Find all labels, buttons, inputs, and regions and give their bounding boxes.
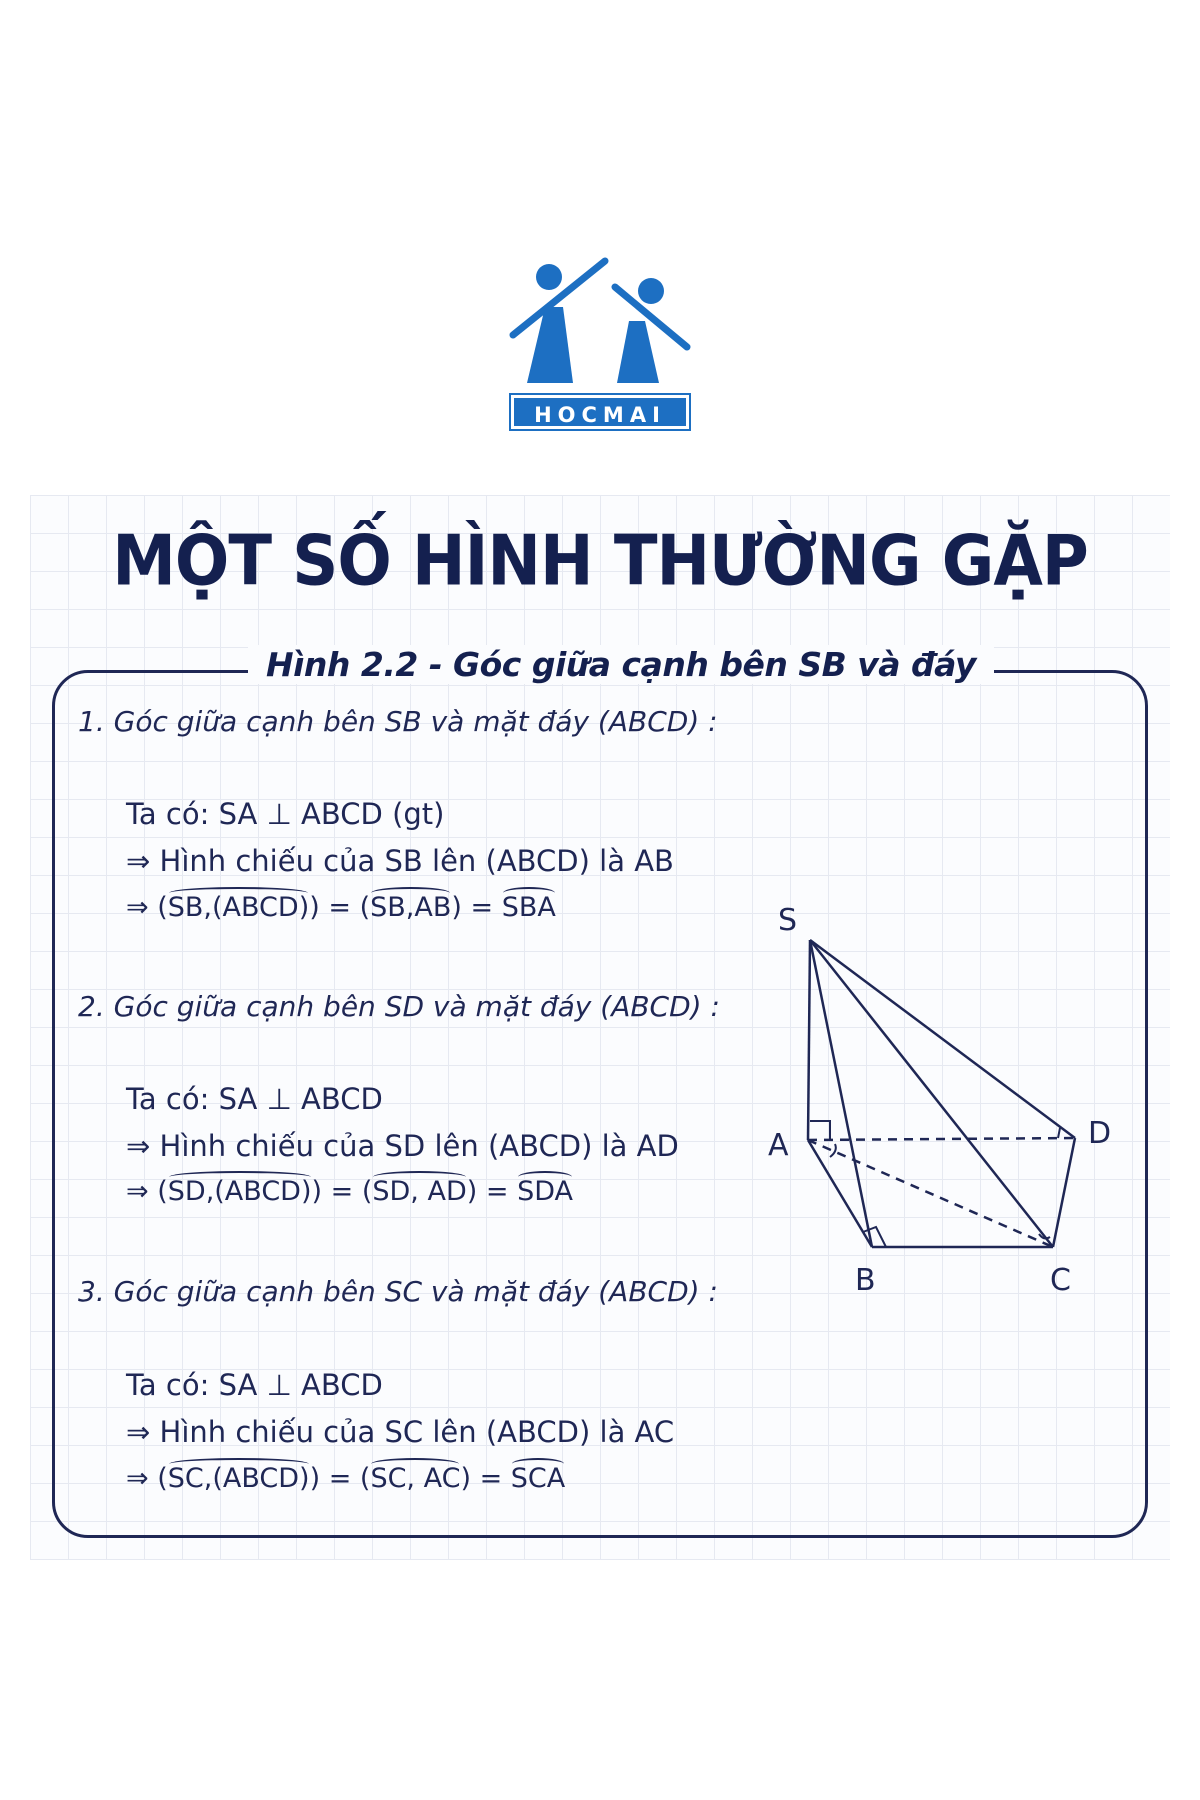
eq-prefix: ⇒ xyxy=(126,1176,158,1207)
section-1-heading: 1. Góc giữa cạnh bên SB và mặt đáy (ABCD) : xyxy=(78,705,718,738)
vertex-label-C: C xyxy=(1050,1263,1071,1298)
section-3-equation: ⇒ (SC,(ABCD)) = (SC, AC) = SCA xyxy=(126,1463,566,1494)
section-1-line-1: Ta có: SA ⊥ ABCD (gt) xyxy=(126,797,445,831)
logo-wordmark: HOCMAI xyxy=(511,395,689,429)
section-2-equation: ⇒ (SD,(ABCD)) = (SD, AD) = SDA xyxy=(126,1176,573,1207)
section-1-line-2: ⇒ Hình chiếu của SB lên (ABCD) là AB xyxy=(126,844,674,878)
angle-arc-term: SCA xyxy=(510,1463,566,1494)
logo-figures-icon xyxy=(505,255,695,405)
section-2-heading: 2. Góc giữa cạnh bên SD và mặt đáy (ABCD) : xyxy=(78,990,720,1023)
vertex-label-A: A xyxy=(768,1128,789,1163)
section-2-line-2: ⇒ Hình chiếu của SD lên (ABCD) là AD xyxy=(126,1129,679,1163)
page-title: MỘT SỐ HÌNH THƯỜNG GẶP xyxy=(112,522,1088,602)
edge-SB xyxy=(810,940,872,1247)
angle-arc-term: SD, AD xyxy=(372,1176,467,1207)
section-2-line-1: Ta có: SA ⊥ ABCD xyxy=(126,1082,383,1116)
vertex-label-D: D xyxy=(1088,1116,1112,1151)
angle-mark-D xyxy=(1058,1128,1060,1138)
section-3-heading: 3. Góc giữa cạnh bên SC và mặt đáy (ABCD) : xyxy=(78,1275,718,1308)
hocmai-logo xyxy=(505,255,695,435)
edge-SA xyxy=(808,940,810,1140)
pyramid-diagram xyxy=(760,885,1130,1305)
angle-arc-term: SBA xyxy=(501,892,556,923)
vertex-label-S: S xyxy=(778,903,798,938)
edge-AC-hidden xyxy=(808,1140,1053,1247)
angle-mark-A xyxy=(830,1144,836,1157)
angle-arc-term: SB,AB xyxy=(370,892,452,923)
angle-arc-term: SDA xyxy=(517,1176,573,1207)
section-1-equation: ⇒ (SB,(ABCD)) = (SB,AB) = SBA xyxy=(126,892,556,923)
angle-arc-term: SB,(ABCD) xyxy=(167,892,310,923)
edge-CD xyxy=(1053,1138,1075,1247)
angle-arc-term: SD,(ABCD) xyxy=(167,1176,312,1207)
right-angle-mark-A xyxy=(810,1121,830,1140)
eq-prefix: ⇒ xyxy=(126,1463,158,1494)
eq-prefix: ⇒ xyxy=(126,892,158,923)
edge-AD-hidden xyxy=(808,1138,1075,1140)
frame-caption: Hình 2.2 - Góc giữa cạnh bên SB và đáy xyxy=(248,645,994,684)
angle-arc-term: SC,(ABCD) xyxy=(167,1463,310,1494)
angle-arc-term: SC, AC xyxy=(370,1463,461,1494)
section-3-line-1: Ta có: SA ⊥ ABCD xyxy=(126,1368,383,1402)
section-3-line-2: ⇒ Hình chiếu của SC lên (ABCD) là AC xyxy=(126,1415,675,1449)
vertex-label-B: B xyxy=(855,1263,876,1298)
